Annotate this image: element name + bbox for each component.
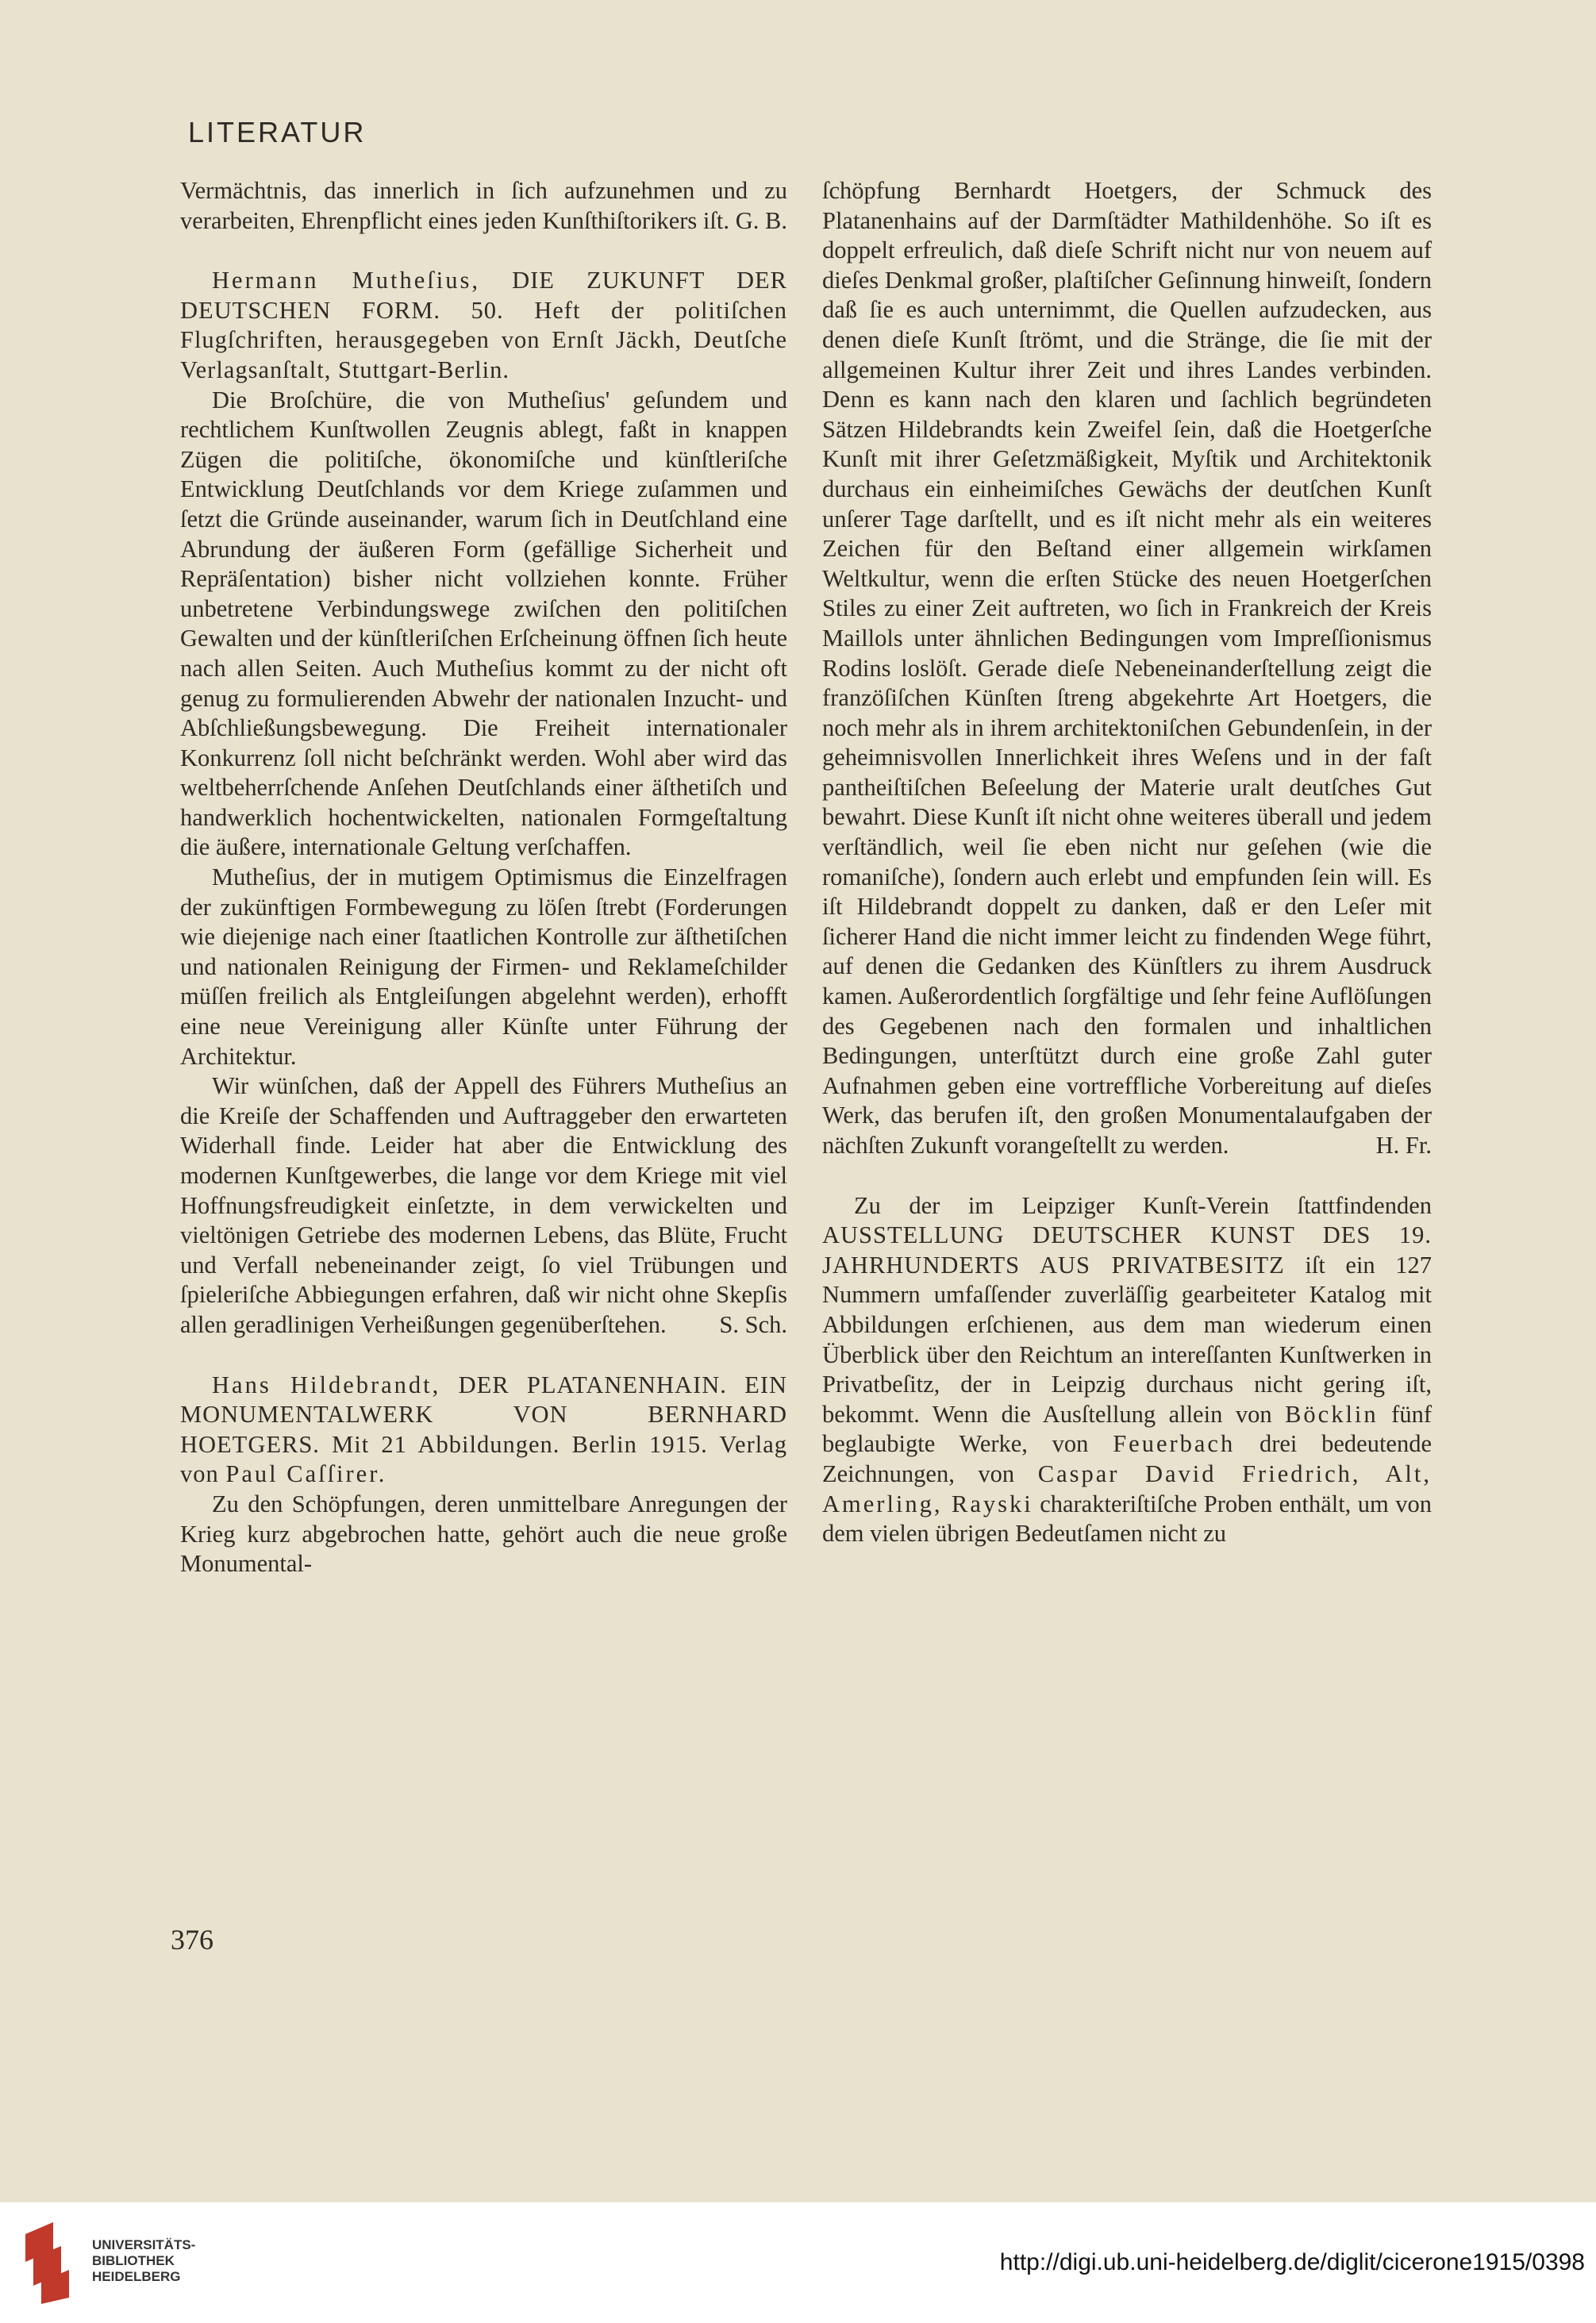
review-heading	[180, 1371, 787, 1490]
paragraph-text: Zu der im Leipziger Kunſt-Verein ſtattfindenden	[854, 1191, 1432, 1219]
page-number: 376	[171, 1924, 213, 1956]
artist-name: Feuerbach	[1113, 1430, 1236, 1458]
paragraph	[822, 176, 1432, 1161]
footer-bar	[0, 2202, 1596, 2323]
library-name	[92, 2237, 195, 2285]
paragraph: Mutheſius, der in mutigem Optimismus die Einzelfragen der zukünftigen Formbewegung zu löſen ſtrebt (Forderungen wie diejenige nach einer ſtaatlichen Kontrolle zur äſthetiſchen und nationalen Reinigung der Firmen- und Reklameſchilder müſſen freilich als Entgleiſungen abgelehnt werden), erhofft eine neue Vereinigung aller Künſte unter Führung der Architektur.	[180, 863, 787, 1070]
exhibition-title: AUSSTELLUNG DEUTSCHER KUNST DES 19. JAHRHUNDERTS AUS PRIVATBESITZ	[822, 1221, 1432, 1279]
library-name-line: HEIDELBERG	[92, 2269, 181, 2284]
paragraph-text: fünf beglaubigte Werke, von	[822, 1400, 1432, 1458]
review-heading	[180, 266, 787, 385]
paragraph-text: charakteriſtiſche Proben enthält, um von dem vielen übrigen Bedeutſamen nicht zu	[822, 1490, 1432, 1548]
paragraph-text: Vermächtnis, das innerlich in ſich aufzunehmen und zu verarbeiten, Ehrenpflicht eines jeden Kunſthiſtorikers iſt.	[180, 177, 787, 234]
review-title: DER PLATANENHAIN. EIN MONUMENTALWERK VON BERNHARD HOETGERS. Mit 21 Abbildungen. Berlin 1915. Verlag von	[180, 1371, 787, 1488]
right-column	[822, 176, 1432, 1549]
paragraph	[822, 1191, 1432, 1549]
paragraph	[180, 176, 787, 236]
library-name-line: BIBLIOTHEK	[92, 2253, 175, 2268]
library-name-line: UNIVERSITÄTS-	[92, 2237, 196, 2252]
section-header: LITERATUR	[188, 116, 367, 148]
artist-name: Caspar David Friedrich, Alt, Amerling, Rayski	[822, 1460, 1433, 1517]
review-author: Hermann Mutheſius,	[212, 267, 480, 294]
review-publisher: Paul Caſſirer.	[225, 1460, 387, 1488]
paragraph: Die Broſchüre, die von Mutheſius' geſundem und rechtlichem Kunſtwollen Zeugnis ablegt, faßt in knappen Zügen die politiſche, ökonomiſche und künſtleriſche Entwicklung Deutſchlands vor dem Kriege zuſammen und ſetzt die Gründe auseinander, warum ſich in Deutſchland eine Abrundung der äußeren Form (gefällige Sicherheit und Repräſentation) bisher nicht vollziehen konnte. Früher unbetretene Verbindungswege zwiſchen den politiſchen Gewalten und der künſtleriſchen Erſcheinung öffnen ſich heute nach allen Seiten. Auch Mutheſius kommt zu der nicht oft genug zu formulierenden Abwehr der nationalen Inzucht- und Abſchließungsbewegung. Die Freiheit internationaler Konkurrenz ſoll nicht beſchränkt werden. Wohl aber wird das weltbeherrſchende Anſehen Deutſchlands einer äſthetiſch und handwerklich hochentwickelten, nationalen Formgeſtaltung die äußere, internationale Geltung verſchaffen.	[180, 386, 787, 861]
paragraph: Zu den Schöpfungen, deren unmittelbare Anregungen der Krieg kurz abgebrochen hatte, gehört auch die neue große Monumental-	[180, 1490, 787, 1578]
signature: H. Fr.	[1375, 1132, 1432, 1159]
library-logo-icon	[17, 2218, 81, 2306]
source-url[interactable]: http://digi.ub.uni-heidelberg.de/diglit/cicerone1915/0398	[999, 2249, 1585, 2275]
paragraph-text: drei bedeutende Zeichnungen, von	[822, 1430, 1433, 1487]
left-column	[180, 176, 787, 1579]
review-title: DIE ZUKUNFT DER DEUTSCHEN FORM. 50. Heft der politiſchen Flugſchriften, herausgegeben von Ernſt Jäckh, Deutſche Verlagsanſtalt, Stuttgart-Berlin.	[180, 267, 787, 383]
review-author: Hans Hildebrandt,	[212, 1371, 441, 1398]
paragraph-text: ſchöpfung Bernhardt Hoetgers, der Schmuck des Platanenhains auf der Darmſtädter Mathildenhöhe. So iſt es doppelt erfreulich, daß dieſe Schrift nicht nur von neuem auf dieſes Denkmal großer, plaſtiſcher Geſinnung hinweiſt, ſondern daß ſie es auch unternimmt, die Quellen aufzudecken, aus denen dieſe Kunſt ſtrömt, und die Stränge, die ſie mit der allgemeinen Kultur ihrer Zeit und ihres Landes verbinden. Denn es kann nach den klaren und ſachlich begründeten Sätzen Hildebrandts kein Zweifel ſein, daß die Hoetgerſche Kunſt mit ihrer Geſetzmäßigkeit, Myſtik und Architektonik durchaus ein einheimiſches Gewächs der deutſchen Kunſt unſerer Tage darſtellt, und es iſt nicht mehr als ein weiteres Zeichen für den Beſtand einer allgemein wirkſamen Weltkultur, wenn die erſten Stücke des neuen Hoetgerſchen Stiles zu einer Zeit auftreten, wo ſich in Frankreich der Kreis Maillols unter ähnlichen Bedingungen vom Impreſſionismus Rodins loslöſt. Gerade dieſe Nebeneinanderſtellung zeigt die franzöſiſchen Künſten ſtreng abgekehrte Art Hoetgers, die noch mehr als in ihrem architektoniſchen Gebundenſein, in der geheimnisvollen Innerlichkeit ihres Weſens und in der faſt pantheiſtiſchen Beſeelung der Materie uralt deutſches Gut bewahrt. Diese Kunſt iſt nicht ohne weiteres überall und jedem verſtändlich, weil ſie eben nicht nur geſehen (wie die romaniſche), ſondern auch erlebt und empfunden ſein will. Es iſt Hildebrandt doppelt zu danken, daß er den Leſer mit ſicherer Hand die nicht immer leicht zu findenden Wege führt, auf denen die Gedanken des Künſtlers zu ihrem Ausdruck kamen. Außerordentlich ſorgfältige und ſehr feine Auflöſungen des Gegebenen nach den formalen und inhaltlichen Bedingungen, unterſtützt durch eine große Zahl guter Aufnahmen geben eine vortreffliche Vorbereitung auf dieſes Werk, das berufen iſt, den großen Monumentalaufgaben der nächſten Zukunft vorangeſtellt zu werden.	[822, 177, 1432, 1159]
artist-name: Böcklin	[1285, 1400, 1379, 1428]
signature: G. B.	[735, 206, 787, 234]
signature: S. Sch.	[719, 1310, 787, 1338]
paragraph	[180, 1071, 787, 1340]
paragraph-text: iſt ein 127 Nummern umfaſſender zuverläſſig gearbeiteter Katalog mit Abbildungen erſchienen, aus dem man wiederum einen Überblick über den Reichtum an intereſſanten Kunſtwerken in Privatbeſitz, der in Leipzig durchaus nicht gering iſt, bekommt. Wenn die Ausſtellung allein von	[822, 1251, 1433, 1428]
paragraph-text: Wir wünſchen, daß der Appell des Führers Mutheſius an die Kreiſe der Schaffenden und Auftraggeber den erwarteten Widerhall finde. Leider hat aber die Entwicklung des modernen Kunſtgewerbes, die lange vor dem Kriege mit viel Hoffnungsfreudigkeit einſetzte, in dem verwickelten und vieltönigen Getriebe des modernen Lebens, das Blüte, Frucht und Verfall nebeneinander zeigt, ſo viel Trübungen und ſpieleriſche Abbiegungen erfahren, daß wir nicht ohne Skepſis allen geradlinigen Verheißungen gegenüberſtehen.	[180, 1072, 787, 1338]
